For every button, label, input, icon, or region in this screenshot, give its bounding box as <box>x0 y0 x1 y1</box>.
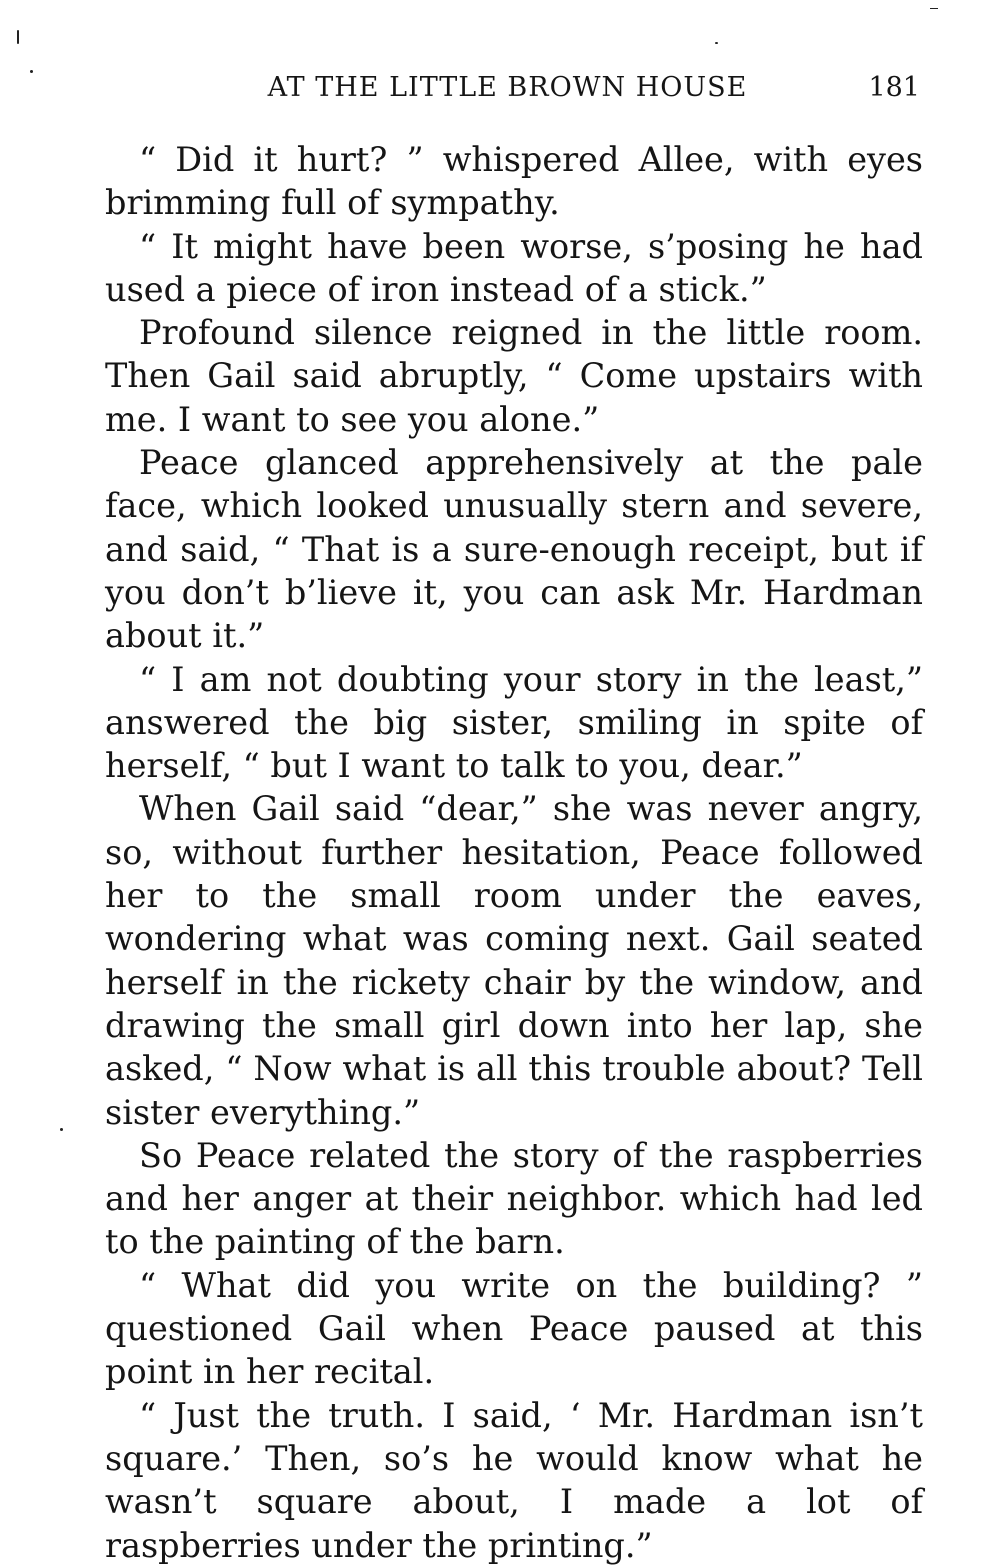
paragraph: When Gail said “dear,” she was never angry, so, without further hesitation, Peace followed her to the small room under the eaves, wondering what was coming next. Gail seated herself in the rickety chair by the window, and drawing the small girl down into her lap, she asked, “ Now what is all this trouble about? Tell sister everything.” <box>105 789 923 1132</box>
paragraph: “ Just the truth. I said, ‘ Mr. Hardman isn’t square.’ Then, so’s he would know what he wasn’t square about, I made a lot of raspberries under the printing.” <box>105 1395 923 1565</box>
speck <box>17 30 19 44</box>
speck <box>60 1128 63 1131</box>
speck <box>30 70 33 73</box>
running-title: AT THE LITTLE BROWN HOUSE <box>267 72 748 103</box>
speck <box>715 42 718 44</box>
paragraph: “ I am not doubting your story in the least,” answered the big sister, smiling in spite of herself, “ but I want to talk to you, dear.” <box>105 659 923 786</box>
running-head <box>105 68 920 108</box>
paragraph: “ It might have been worse, s’posing he had used a piece of iron instead of a stick.” <box>105 226 923 309</box>
paragraph: “ What did you write on the building? ” questioned Gail when Peace paused at this point in her recital. <box>105 1265 923 1392</box>
speck <box>930 8 938 9</box>
body-text <box>105 138 923 1567</box>
page-number: 181 <box>868 72 920 103</box>
paragraph: Peace glanced apprehensively at the pale face, which looked unusually stern and severe, and said, “ That is a sure-enough receipt, but if you don’t b’lieve it, you can ask Mr. Hardman about it.” <box>105 443 923 656</box>
paragraph: Profound silence reigned in the little room. Then Gail said abruptly, “ Come upstairs with me. I want to see you alone.” <box>105 313 923 439</box>
paragraph: “ Did it hurt? ” whispered Allee, with eyes brimming full of sympathy. <box>105 140 923 223</box>
paragraph: So Peace related the story of the raspberries and her anger at their neighbor. which had led to the painting of the barn. <box>105 1135 923 1262</box>
